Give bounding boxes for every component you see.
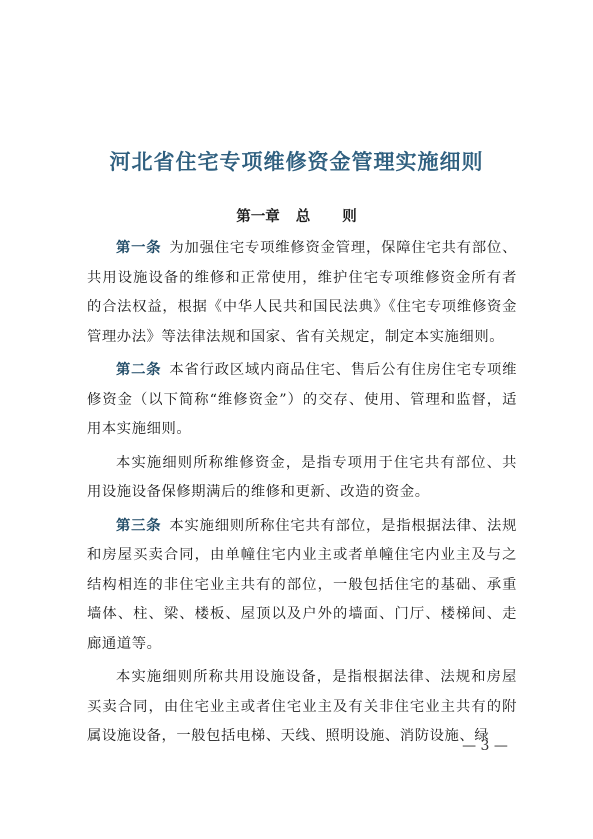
chapter-heading [0, 205, 593, 226]
article-label: 第二条 [116, 362, 162, 378]
article-label: 第三条 [116, 517, 162, 534]
chapter-name-second: 则 [342, 208, 357, 225]
article-label: 第一条 [116, 240, 162, 256]
paragraph-text: 本实施细则所称维修资金，是指专项用于住宅共有部位、共用设施设备保修期满后的维修和更新、改造的资金。 [87, 454, 517, 500]
chapter-number: 第一章 [236, 208, 280, 225]
paragraph-text: 本实施细则所称共用设施设备，是指根据法律、法规和房屋买卖合同，由住宅业主或者住宅业主及有关非住宅业主共有的附属设施设备，一般包括电梯、天线、照明设施、消防设施、绿 [87, 669, 517, 744]
paragraph-text: 本实施细则所称住宅共有部位，是指根据法律、法规和房屋买卖合同，由单幢住宅内业主或者单幢住宅内业主及与之结构相连的非住宅业主共有的部位，一般包括住宅的基础、承重墙体、柱、梁、楼板、屋顶以及户外的墙面、门厅、楼梯间、走廊通道等。 [87, 517, 517, 652]
page-number: — 3 — [462, 738, 508, 754]
paragraph [87, 512, 517, 660]
chapter-name-first: 总 [295, 208, 311, 225]
paragraph-text: 本省行政区域内商品住宅、售后公有住房住宅专项维修资金（以下简称“维修资金”）的交存、使用、管理和监督，适用本实施细则。 [87, 362, 517, 437]
paragraph [87, 356, 517, 445]
paragraph-text: 为加强住宅专项维修资金管理，保障住宅共有部位、共用设施设备的维修和正常使用，维护住宅专项维修资金所有者的合法权益，根据《中华人民共和国民法典》《住宅专项维修资金管理办法》等法律法规和国家、省有关规定，制定本实施细则。 [87, 240, 517, 345]
document-body [87, 234, 517, 752]
document-title: 河北省住宅专项维修资金管理实施细则 [109, 149, 484, 174]
paragraph [87, 234, 517, 352]
paragraph [87, 449, 517, 508]
